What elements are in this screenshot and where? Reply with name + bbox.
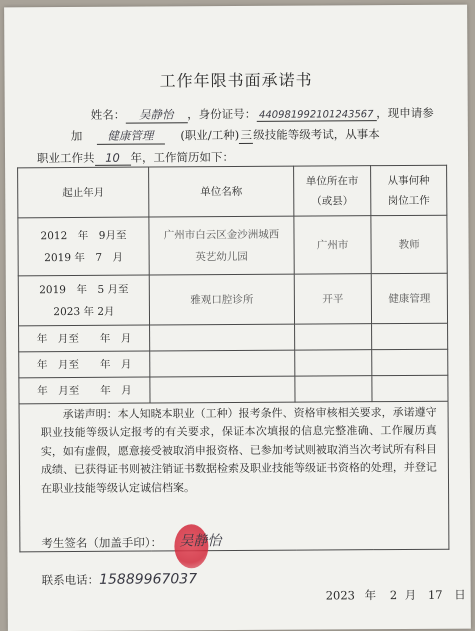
header-unit: 单位名称: [149, 166, 294, 217]
pledge-statement: [41, 404, 438, 498]
apply-label: ，现申请参: [376, 105, 434, 121]
years-suffix: 年，工作简历如下：: [130, 150, 235, 165]
signature-value: 吴静怡: [179, 533, 222, 550]
period-cell: [18, 275, 149, 326]
occupation-suffix: (职业/工种): [180, 127, 240, 143]
level-value: 三: [239, 127, 253, 144]
level-suffix: 级技能等级考试，从事本: [253, 127, 380, 142]
post-cell: 教师: [371, 215, 447, 273]
intro-line-2: [71, 126, 380, 145]
period-cell: 年 月至 年 月: [19, 351, 150, 378]
years-value: 10: [94, 151, 130, 166]
phone-label: 联系电话：: [41, 572, 100, 588]
period-cell: [18, 217, 149, 276]
period-end: 2023 年 2月: [53, 305, 115, 318]
pledge-label: 承诺声明：: [62, 407, 118, 422]
unit-cell: 雅观口腔诊所: [149, 274, 294, 325]
header-post: 从事何种岗位工作: [371, 165, 447, 215]
date-day: 17: [427, 587, 443, 602]
city-cell: [295, 324, 372, 350]
name-label: 姓名：: [90, 107, 126, 122]
unit-cell: [150, 350, 295, 377]
post-cell: 健康管理: [371, 273, 447, 323]
post-cell: [372, 323, 448, 349]
date-year-unit: 年: [364, 588, 377, 603]
years-prefix: 职业工作共: [36, 150, 95, 166]
id-number-value: 440981992101243567: [256, 109, 376, 122]
post-cell: [372, 375, 448, 401]
period-start: 2019 年 5 月至: [39, 283, 129, 296]
table-row: [19, 323, 448, 352]
header-period: 起止年月: [18, 167, 149, 218]
period-cell: 年 月至 年 月: [19, 325, 150, 352]
phone-value: 15889967037: [99, 571, 198, 588]
signature-line: [41, 534, 162, 551]
period-cell: 年 月至 年 月: [19, 377, 150, 404]
unit-cell: [150, 376, 295, 403]
city-cell: [295, 350, 372, 376]
date-line: [326, 587, 466, 604]
name-value: 吴静怡: [125, 106, 187, 123]
city-cell: 广州市: [294, 216, 371, 274]
table-row: [19, 349, 448, 378]
table-header-row: [18, 165, 447, 218]
intro-line-3: [37, 149, 234, 166]
phone-line: [42, 571, 198, 588]
id-label: ，身份证号：: [187, 106, 257, 122]
table-row: [18, 215, 447, 276]
document-title: 工作年限书面承诺书: [159, 70, 313, 91]
date-month: 2: [389, 588, 398, 603]
intro-line-1: [91, 105, 434, 124]
date-day-unit: 日: [454, 587, 466, 602]
pledge-text: 本人知晓本职业（工种）报考条件、资格审核相关要求，承诺遵守职业技能等级认定报考的有关要求，保证本次填报的信息完整准确、工作履历真实，如有虚假，愿意接受被取消申报资格、已参加考试则被取消当次考试所有科目成绩、已获得证书则被注销证书数据检索及职业技能等级证书资格的处理，并登记在职业技能等级认定诚信档案。: [40, 405, 437, 495]
document-page: [4, 5, 471, 631]
period-end: 2019 年 7 月: [44, 251, 124, 264]
post-cell: [372, 349, 448, 375]
city-cell: [295, 376, 372, 402]
table-row: [19, 375, 448, 404]
occupation-value: 健康管理: [96, 127, 164, 144]
unit-cell: [150, 324, 295, 351]
date-month-unit: 月: [404, 587, 417, 602]
period-start: 2012 年 9月至: [40, 229, 127, 242]
signature-label: 考生签名（加盖手印）：: [41, 535, 163, 551]
join-prefix: 加: [70, 128, 83, 144]
header-city: 单位所在市（或县）: [294, 166, 371, 216]
table-row: [18, 273, 447, 326]
city-cell: 开平: [294, 274, 371, 324]
date-year: 2023: [325, 588, 356, 603]
unit-cell: 广州市白云区金沙洲城西英艺幼儿园: [149, 216, 294, 275]
